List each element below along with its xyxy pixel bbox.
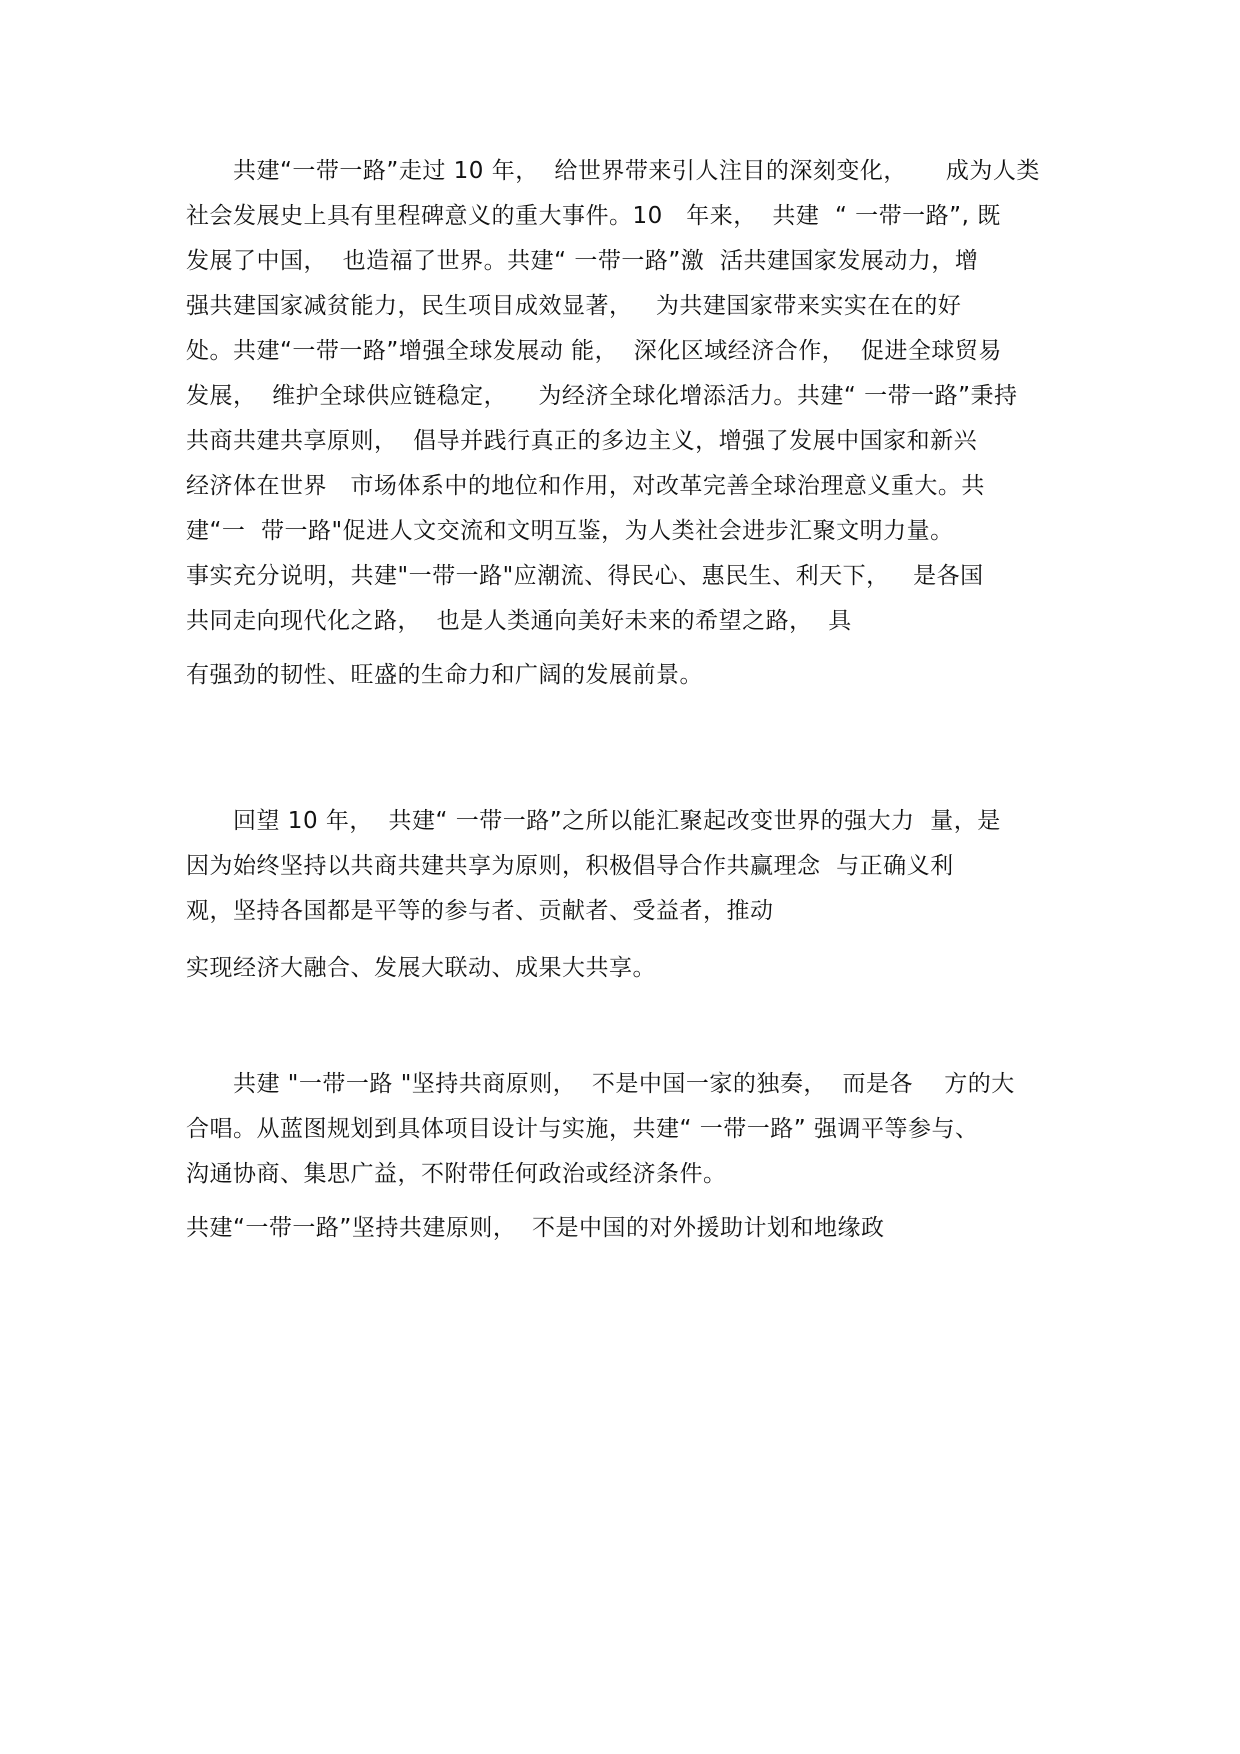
paragraph-1-line-1: 共建“一带一路”走过 10 年， 给世界带来引人注目的深刻变化， 成为人类 (186, 158, 1040, 184)
paragraph-1-tail: 有强劲的韧性、旺盛的生命力和广阔的发展前景。 (186, 662, 703, 688)
paragraph-1-line-3: 发展了中国， 也造福了世界。共建“ 一带一路”激 活共建国家发展动力，增 (186, 248, 979, 274)
paragraph-2-line-3: 观，坚持各国都是平等的参与者、贡献者、受益者，推动 (186, 898, 774, 924)
paragraph-1-line-6: 发展， 维护全球供应链稳定， 为经济全球化增添活力。共建“ 一带一路”秉持 (186, 383, 1018, 409)
paragraph-4-line-1: 共建“一带一路”坚持共建原则， 不是中国的对外援助计划和地缘政 (186, 1215, 885, 1241)
paragraph-1-line-2: 社会发展史上具有里程碑意义的重大事件。10 年来， 共建 “ 一带一路”, 既 (186, 203, 1001, 229)
paragraph-1-line-4: 强共建国家减贫能力，民生项目成效显著， 为共建国家带来实实在在的好 (186, 293, 962, 319)
paragraph-2-tail: 实现经济大融合、发展大联动、成果大共享。 (186, 955, 656, 981)
paragraph-1-line-10: 事实充分说明，共建"一带一路"应潮流、得民心、惠民生、利天下， 是各国 (186, 563, 984, 589)
paragraph-1-line-5: 处。共建“一带一路”增强全球发展动 能， 深化区域经济合作， 促进全球贸易 (186, 338, 1002, 364)
paragraph-3-line-3: 沟通协商、集思广益，不附带任何政治或经济条件。 (186, 1161, 727, 1187)
paragraph-2-line-2: 因为始终坚持以共商共建共享为原则，积极倡导合作共赢理念 与正确义利 (186, 853, 954, 879)
paragraph-1-line-7: 共商共建共享原则， 倡导并践行真正的多边主义，增强了发展中国家和新兴 (186, 428, 978, 454)
paragraph-3-line-1: 共建 "一带一路 "坚持共商原则， 不是中国一家的独奏， 而是各 方的大 (186, 1071, 1015, 1097)
paragraph-1-line-11: 共同走向现代化之路， 也是人类通向美好未来的希望之路， 具 (186, 608, 852, 634)
paragraph-1-line-9: 建“一 带一路"促进人文交流和文明互鉴，为人类社会进步汇聚文明力量。 (186, 518, 954, 544)
paragraph-2-line-1: 回望 10 年， 共建“ 一带一路”之所以能汇聚起改变世界的强大力 量，是 (186, 808, 1001, 834)
paragraph-1-line-8: 经济体在世界 市场体系中的地位和作用，对改革完善全球治理意义重大。共 (186, 473, 985, 499)
paragraph-3-line-2: 合唱。从蓝图规划到具体项目设计与实施，共建“ 一带一路” 强调平等参与、 (186, 1116, 979, 1142)
